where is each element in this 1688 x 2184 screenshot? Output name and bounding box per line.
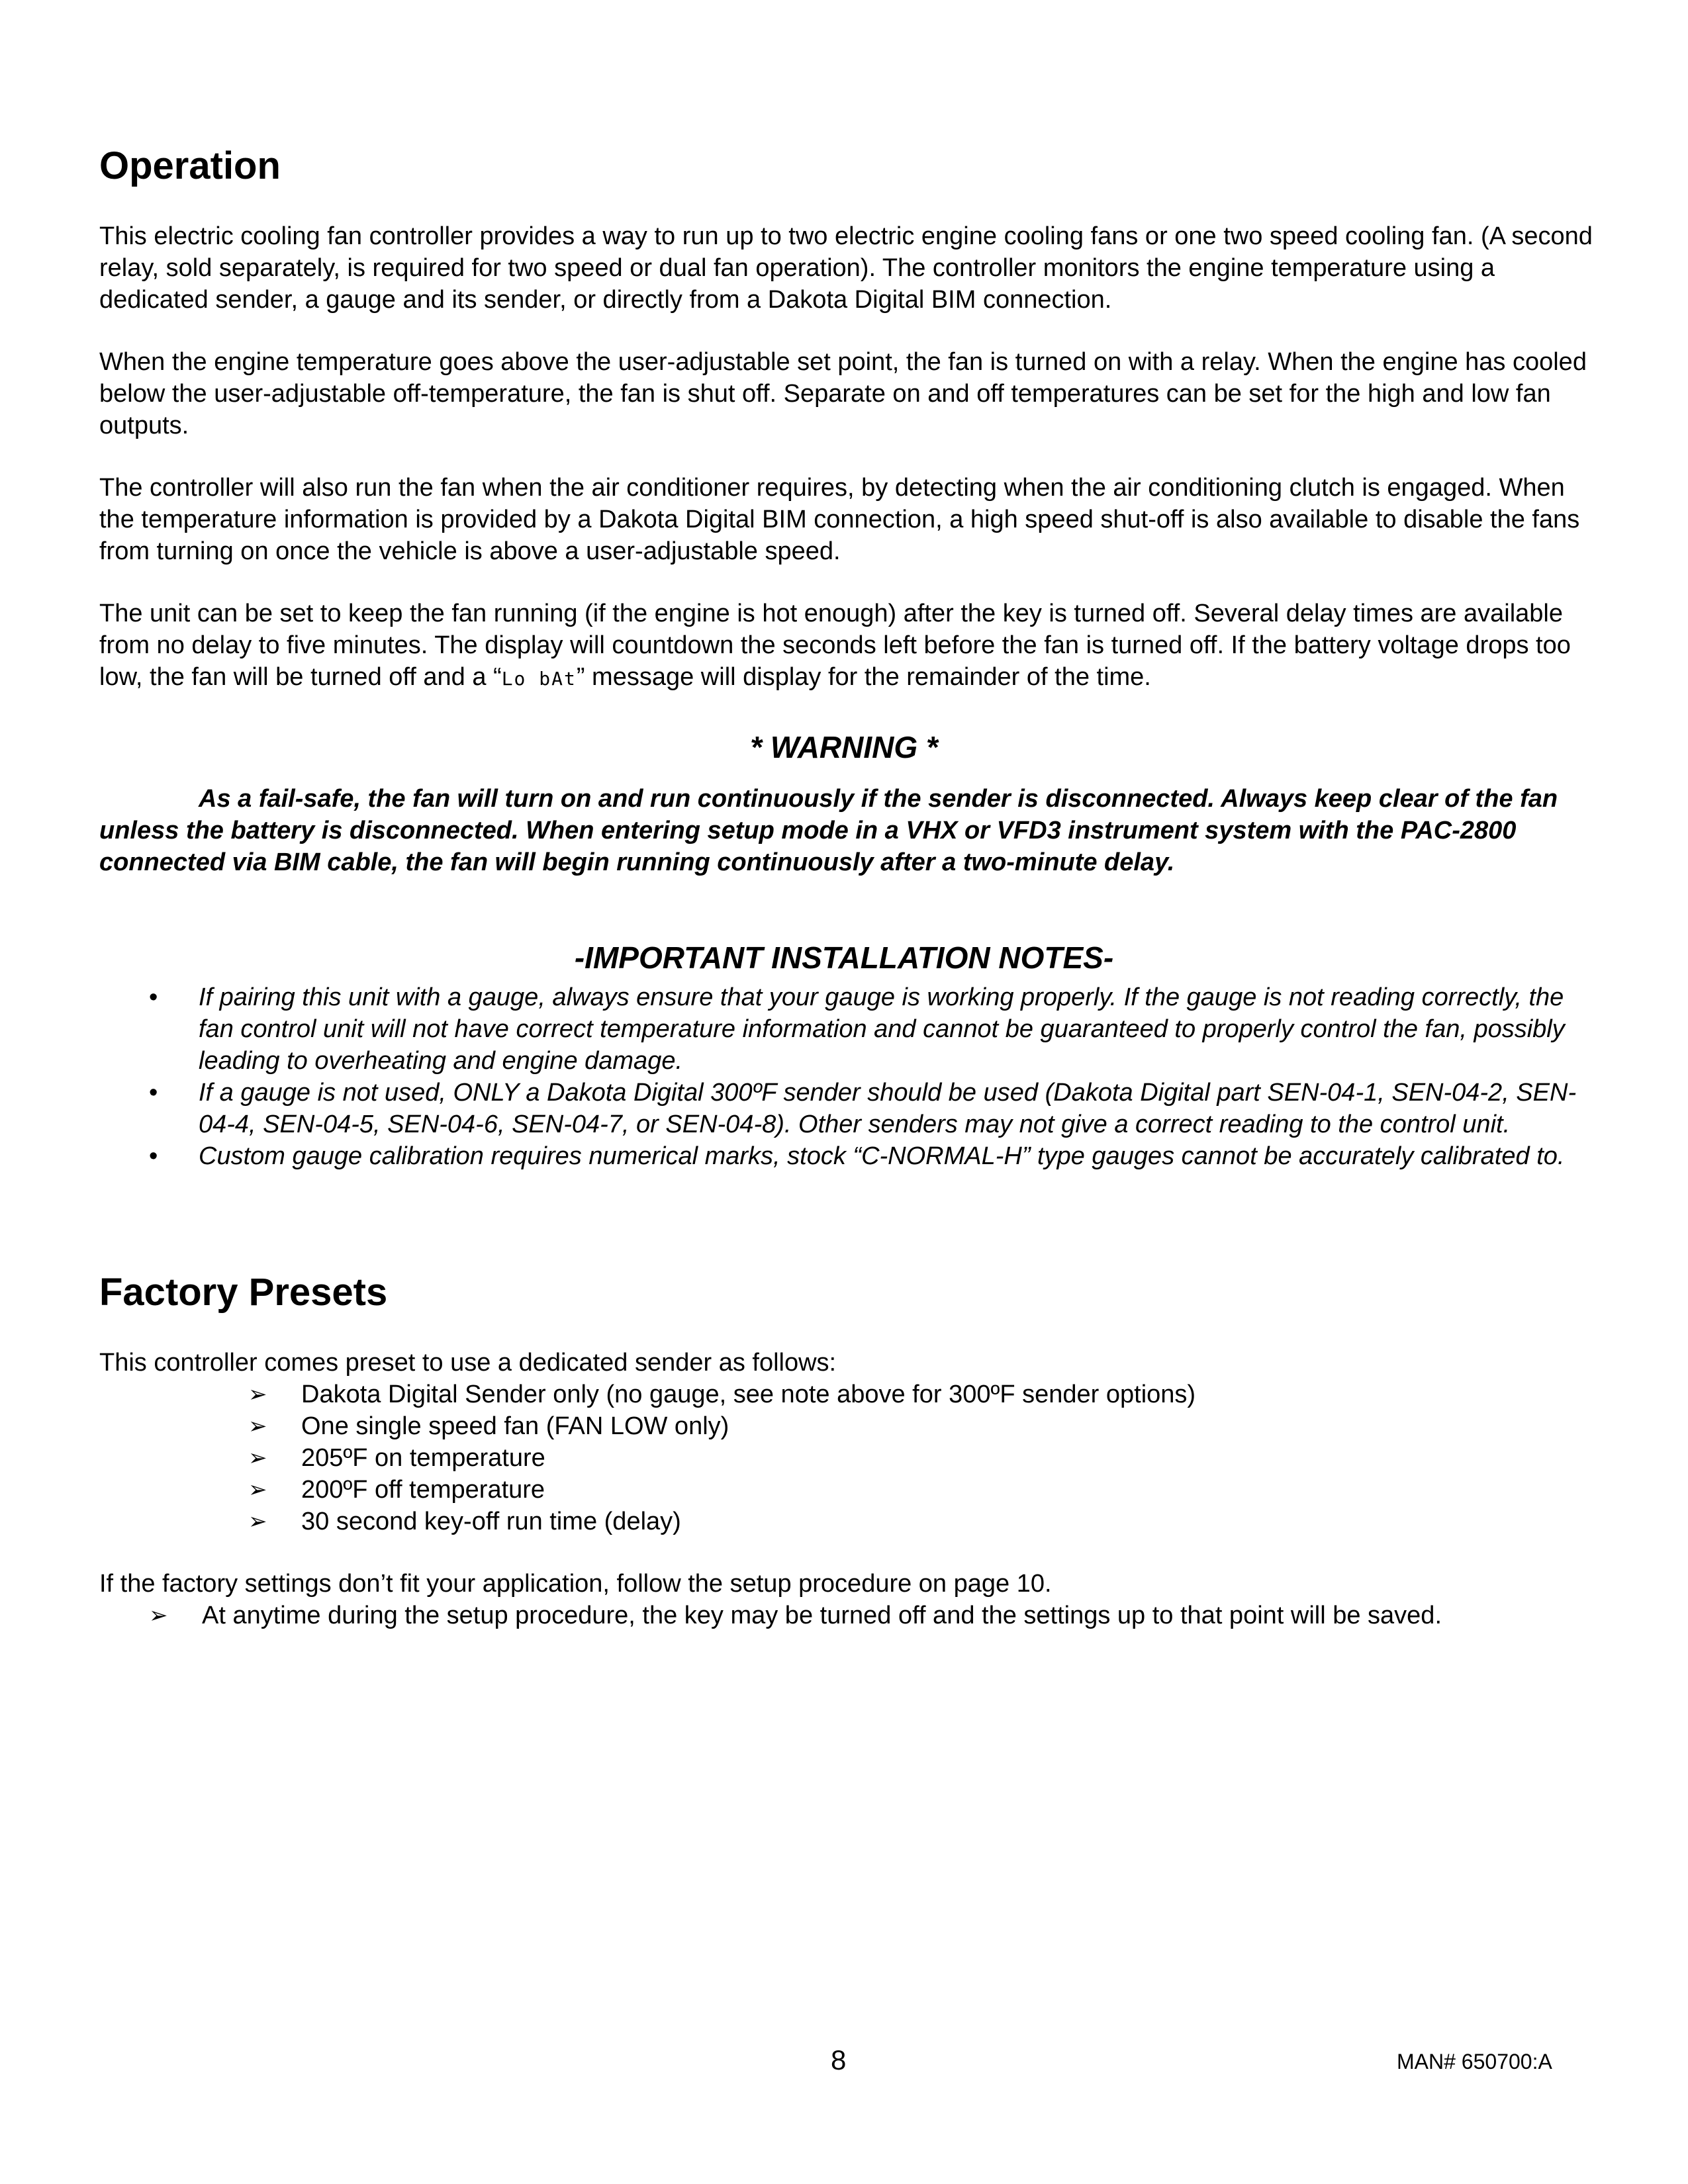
warning-title: * WARNING *: [750, 730, 938, 764]
preset-item: [248, 1474, 1595, 1506]
installation-note-item: [99, 1140, 1595, 1172]
preset-item-text: Dakota Digital Sender only (no gauge, see note above for 300ºF sender options): [301, 1381, 1196, 1408]
lo-bat-display-text: Lo bAt: [501, 668, 577, 690]
installation-notes-list: [99, 981, 1595, 1172]
paragraph-4-text-end: ” message will display for the remainder of the time.: [576, 663, 1151, 691]
preset-item: [248, 1442, 1595, 1474]
operation-paragraph-3: The controller will also run the fan when the air conditioner requires, by detecting when the air conditioning clutch is engaged. When the temperature information is provided by a Dakota Digital BIM connection, a high speed shut-off is also available to disable the fans from turning on once the vehicle is above a user-adjustable speed.: [99, 474, 1580, 565]
bullet-icon: •: [149, 1079, 158, 1107]
preset-item: [248, 1379, 1595, 1410]
factory-presets-intro: This controller comes preset to use a dedicated sender as follows:: [99, 1349, 837, 1377]
arrow-bullet-icon: ➢: [248, 1509, 267, 1534]
warning-body: As a fail-safe, the fan will turn on and run continuously if the sender is disconnected. Always keep clear of the fan unless the battery is disconnected. When entering setup mode in a VHX or VFD3 instrument system with the PAC-2800 connected via BIM cable, the fan will begin running continuously after a two-minute delay.: [99, 785, 1558, 876]
installation-note-item: [99, 1077, 1595, 1140]
arrow-bullet-icon: ➢: [149, 1603, 168, 1628]
operation-heading: Operation: [99, 144, 281, 187]
arrow-bullet-icon: ➢: [248, 1414, 267, 1439]
bullet-icon: •: [149, 1142, 158, 1170]
installation-note-text: If pairing this unit with a gauge, always ensure that your gauge is working properly. If the gauge is not reading correctly, the fan control unit will not have correct temperature information and cannot be guaranteed to properly control the fan, possibly leading to overheating and engine damage.: [199, 983, 1565, 1075]
installation-note-item: [99, 981, 1595, 1077]
preset-item: [248, 1410, 1595, 1442]
preset-item-text: One single speed fan (FAN LOW only): [301, 1412, 729, 1440]
page-number: 8: [831, 2044, 847, 2075]
factory-presets-list: [248, 1379, 1595, 1537]
operation-paragraph-2: When the engine temperature goes above the user-adjustable set point, the fan is turned on with a relay. When the engine has cooled below the user-adjustable off-temperature, the fan is shut off. Separate on and off temperatures can be set for the high and low fan outputs.: [99, 348, 1587, 439]
arrow-bullet-icon: ➢: [248, 1477, 267, 1502]
setup-note-text: At anytime during the setup procedure, the key may be turned off and the settings up to that point will be saved.: [202, 1602, 1442, 1629]
installation-notes-title: -IMPORTANT INSTALLATION NOTES-: [574, 940, 1114, 975]
setup-note-item: [149, 1600, 1595, 1631]
preset-item-text: 30 second key-off run time (delay): [301, 1508, 681, 1535]
preset-item-text: 200ºF off temperature: [301, 1476, 545, 1504]
factory-presets-heading: Factory Presets: [99, 1271, 388, 1314]
factory-settings-followup: If the factory settings don’t fit your application, follow the setup procedure on page 10.: [99, 1570, 1052, 1598]
paragraph-4-text-start: The unit can be set to keep the fan running (if the engine is hot enough) after the key is turned off. Several delay times are available from no delay to five minutes. The display will countdown the seconds left before the fan is turned off. If the battery voltage drops too low, the fan will be turned off and a “: [99, 600, 1571, 691]
arrow-bullet-icon: ➢: [248, 1445, 267, 1471]
bullet-icon: •: [149, 983, 158, 1011]
manual-number: MAN# 650700:A: [1397, 2050, 1552, 2073]
operation-paragraph-4: [99, 598, 1595, 695]
preset-item-text: 205ºF on temperature: [301, 1444, 545, 1472]
setup-notes-list: [149, 1600, 1595, 1631]
installation-note-text: If a gauge is not used, ONLY a Dakota Digital 300ºF sender should be used (Dakota Digital part SEN-04-1, SEN-04-2, SEN-04-4, SEN-04-5, SEN-04-6, SEN-04-7, or SEN-04-8). Other senders may not give a correct reading to the control unit.: [199, 1079, 1577, 1138]
installation-note-text: Custom gauge calibration requires numerical marks, stock “C-NORMAL-H” type gauges cannot be accurately calibrated to.: [199, 1142, 1565, 1170]
preset-item: [248, 1506, 1595, 1537]
operation-paragraph-1: This electric cooling fan controller provides a way to run up to two electric engine cooling fans or one two speed cooling fan. (A second relay, sold separately, is required for two speed or dual fan operation). The controller monitors the engine temperature using a dedicated sender, a gauge and its sender, or directly from a Dakota Digital BIM connection.: [99, 222, 1593, 314]
arrow-bullet-icon: ➢: [248, 1382, 267, 1407]
